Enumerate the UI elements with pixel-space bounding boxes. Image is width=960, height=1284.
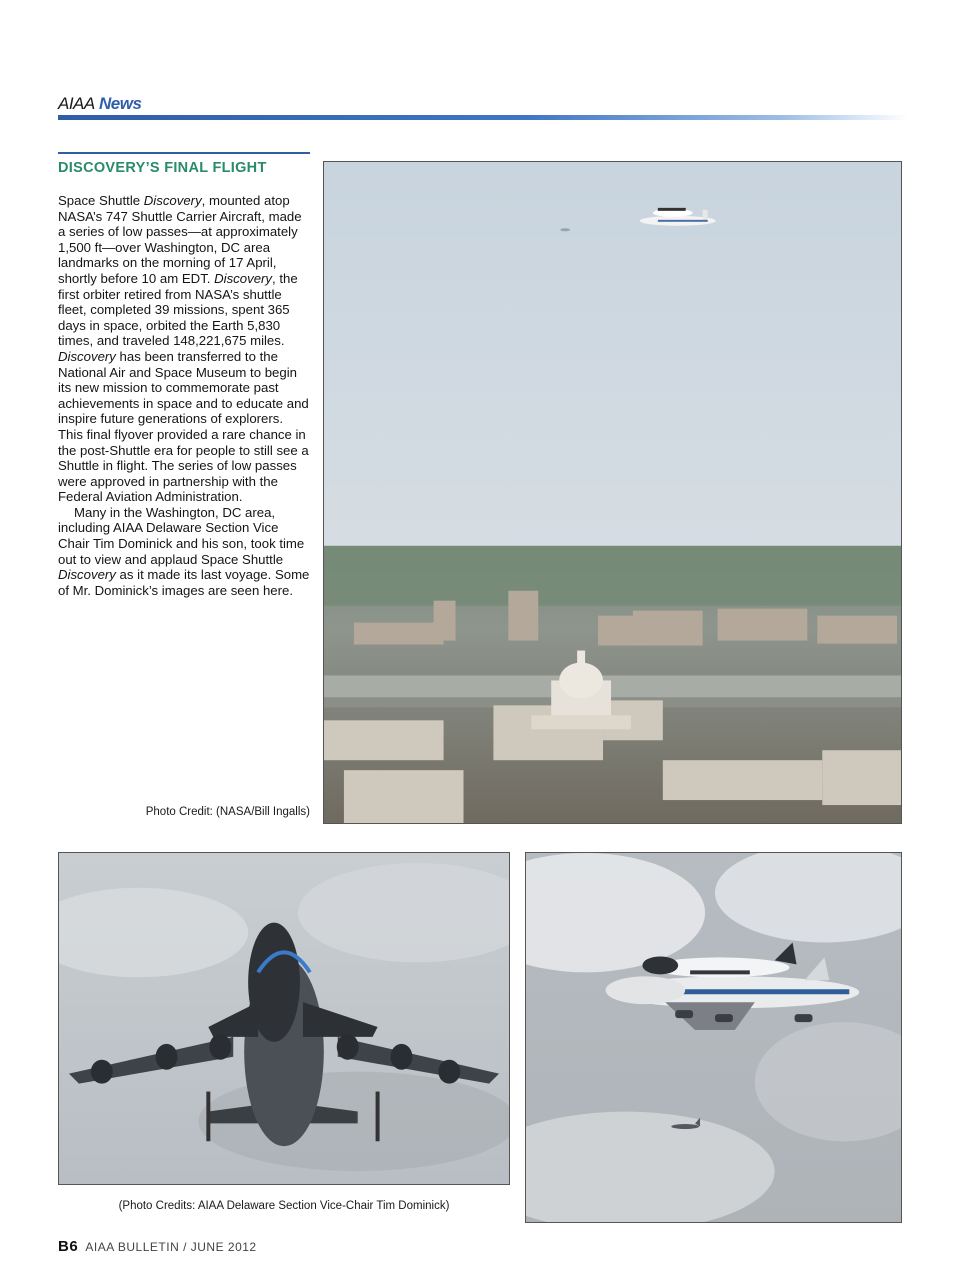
publication-name: AIAA BULLETIN / JUNE 2012 [85,1240,257,1254]
photo-shuttle-head-on [58,852,510,1185]
article-headline: DISCOVERY’S FINAL FLIGHT [58,160,267,176]
article-rule [58,152,310,154]
page-footer [58,1238,257,1255]
photo-shuttle-side-view [525,852,902,1223]
photo-credit-bottom: (Photo Credits: AIAA Delaware Section Vice-Chair Tim Dominick) [118,1200,450,1212]
page-header [58,94,908,124]
header-section: News [98,94,142,113]
article-paragraph-1: Space Shuttle Discovery, mounted atop NASA’s 747 Shuttle Carrier Aircraft, made a series of low passes—at approximately 1,500 ft—over Washington, DC area landmarks on the morning of 17 April, shortly before 10 am EDT. Discovery, the first orbiter retired from NASA’s shuttle fleet, completed 39 missions, spent 365 days in space, orbited the Earth 5,830 times, and traveled 148,221,675 miles. Discovery has been transferred to the National Air and Space Museum to begin its new mission to commemorate past achievements in space and to educate and inspire future generations of explorers. This final flyover provided a rare chance in the post-Shuttle era for people to still see a Shuttle in flight. The series of low passes were approved in partnership with the Federal Aviation Administration. [58,193,309,505]
article-body [58,193,310,598]
photo-shuttle-over-washington [323,161,902,824]
article [58,152,310,598]
page-number: B6 [58,1238,79,1255]
article-paragraph-2: Many in the Washington, DC area, including AIAA Delaware Section Vice Chair Tim Dominick and his son, took time out to view and applaud Space Shuttle Discovery as it made its last voyage. Some of Mr. Dominick’s images are seen here. [58,504,310,598]
header-rule [58,115,908,120]
section-title [58,94,141,114]
photo-credit-main: Photo Credit: (NASA/Bill Ingalls) [145,806,310,818]
header-brand: AIAA [58,94,95,113]
